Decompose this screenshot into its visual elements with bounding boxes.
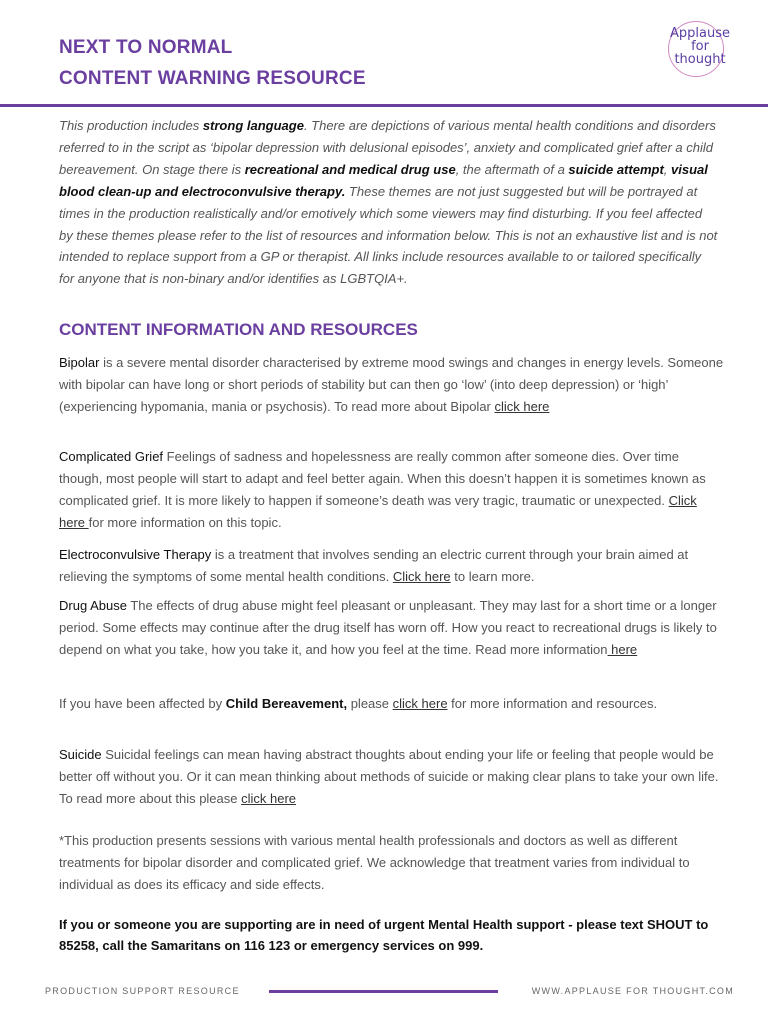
intro-emphasis: suicide attempt — [568, 161, 664, 177]
entry-text: Feelings of sadness and hopelessness are really common after someone dies. Over time though, most people will start to adapt and feel better again. When this doesn’t happen it is sometimes known as complicated grief. It is more likely to happen if someone’s death was very tragic, traumatic or unexpected. — [59, 449, 706, 508]
entry-text: If you have been affected by — [59, 696, 226, 711]
footer-website: WWW.APPLAUSE FOR THOUGHT.COM — [531, 986, 734, 996]
entry-child-bereavement — [59, 693, 724, 715]
treatment-note: *This production presents sessions with various mental health professionals and doctors as well as different treatments for bipolar disorder and complicated grief. We acknowledge that treatment varies from individual to individual as does its efficacy and side effects. — [59, 833, 690, 892]
footer-divider — [269, 990, 498, 993]
suicide-link[interactable]: click here — [241, 790, 297, 806]
intro-text: , the aftermath of a — [455, 161, 569, 177]
intro-text: This production includes — [59, 118, 203, 133]
title-line-2: CONTENT WARNING RESOURCE — [59, 68, 366, 89]
entry-text: is a treatment that involves sending an electric current through your brain aimed at relieving the symptoms of some mental health conditions. — [59, 547, 689, 584]
entry-text: The effects of drug abuse might feel pleasant or unpleasant. They may last for a short time or a longer period. Some effects may continue after the drug itself has worn off. How you react to recreational drugs is likely to depend on what you take, how you take it, and how you feel at the time. Read more information — [59, 598, 717, 657]
intro-emphasis: strong language — [202, 118, 304, 133]
drugs-link[interactable]: here — [607, 641, 638, 657]
entry-term: Suicide — [59, 747, 102, 762]
entry-drug-abuse — [59, 595, 724, 661]
entry-electroconvulsive-therapy — [59, 544, 724, 588]
logo-line-2: for — [691, 39, 709, 54]
entry-term: Drug Abuse — [59, 598, 127, 613]
title-line-1: NEXT TO NORMAL — [59, 37, 233, 58]
ect-link[interactable]: Click here — [392, 568, 451, 584]
logo-line-3: thought — [674, 52, 726, 67]
entry-bipolar — [59, 352, 724, 418]
urgent-support-notice: If you or someone you are supporting are in need of urgent Mental Health support - please text SHOUT to 85258, call the Samaritans on 116 123 or emergency services on 999. — [59, 917, 709, 953]
header-divider — [0, 104, 768, 107]
entry-text: for more information and resources. — [447, 696, 658, 711]
bipolar-link[interactable]: click here — [494, 398, 550, 414]
grief-link[interactable]: Click here — [59, 492, 697, 530]
entry-term: Bipolar — [59, 355, 100, 370]
entry-text: to learn more. — [450, 568, 535, 584]
logo-text — [660, 27, 740, 66]
bereavement-link[interactable]: click here — [392, 696, 448, 711]
intro-paragraph — [59, 115, 719, 290]
intro-text: These themes are not just suggested but will be portrayed at times in the production realistically and/or emotively which some viewers may find disturbing. If you feel affected by these themes please refer to the list of resources and information below. This is not an exhaustive list and is not intended to replace support from a GP or therapist. All links include resources available to or tailored specifically for anyone that is non-binary and/or identifies as LGBTQIA+. — [59, 183, 718, 287]
entry-complicated-grief — [59, 446, 724, 534]
entry-suicide — [59, 744, 724, 810]
intro-text: . There are depictions of various mental health conditions and disorders referred to in the script as ‘bipolar depression with delusional episodes’, anxiety and complicated grief after a child bereavement. On stage there is — [59, 118, 716, 177]
entry-text: Suicidal feelings can mean having abstract thoughts about ending your life or feeling that people would be better off without you. Or it can mean thinking about methods of suicide or making clear plans to take your own life. To read more about this please — [59, 747, 719, 806]
intro-emphasis: recreational and medical drug use — [244, 161, 456, 177]
section-heading: CONTENT INFORMATION AND RESOURCES — [59, 320, 418, 339]
entry-text: for more information on this topic. — [88, 514, 282, 530]
intro-emphasis: visual blood clean-up and electroconvulsive therapy. — [59, 161, 708, 199]
page-title — [59, 32, 366, 94]
entry-term: Complicated Grief — [59, 449, 164, 464]
intro-text: , — [663, 161, 672, 177]
entry-term: Child Bereavement, — [225, 696, 348, 711]
entry-term: Electroconvulsive Therapy — [59, 547, 212, 562]
entry-text: please — [347, 696, 393, 711]
entry-text: is a severe mental disorder characterised by extreme mood swings and changes in energy levels. Someone with bipolar can have long or short periods of stability but can then go ‘low’ (into deep depression) or ‘high’ (experiencing hypomania, mania or psychosis). To read more about Bipolar — [59, 355, 724, 414]
logo-line-1: Applause — [670, 26, 730, 41]
applause-for-thought-logo — [660, 20, 740, 80]
footer-label: PRODUCTION SUPPORT RESOURCE — [45, 986, 240, 996]
